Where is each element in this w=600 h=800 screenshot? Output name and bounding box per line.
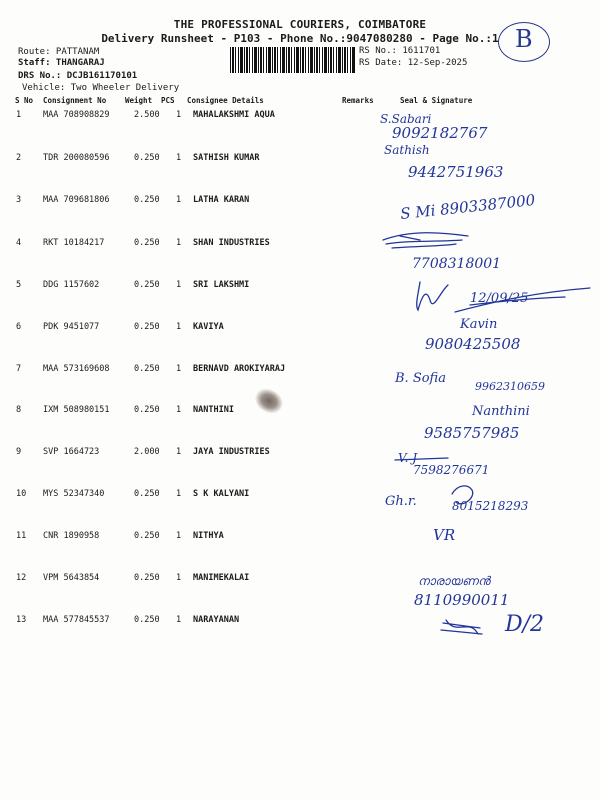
company-title: THE PROFESSIONAL COURIERS, COIMBATORE bbox=[173, 18, 427, 31]
signature-row10-name: Gh.r. bbox=[385, 494, 417, 509]
signature-row10-phone: 8015218293 bbox=[452, 499, 529, 513]
scribble-signature-row5 bbox=[417, 282, 448, 310]
row-sno: 6 bbox=[16, 322, 22, 332]
col-sno: S No bbox=[15, 96, 34, 105]
signature-row9-name: V. J bbox=[398, 451, 418, 465]
row-consignee: KAVIYA bbox=[193, 322, 224, 332]
row-sno: 12 bbox=[16, 573, 27, 583]
row-weight: 0.250 bbox=[134, 489, 160, 499]
row-consignment: RKT 10184217 bbox=[43, 238, 105, 248]
signature-row6-date: 12/09/25 bbox=[470, 291, 529, 306]
row-sno: 9 bbox=[16, 447, 22, 457]
row-sno: 2 bbox=[16, 153, 22, 163]
row-sno: 13 bbox=[16, 615, 27, 625]
signature-row2-name: Sathish bbox=[384, 143, 430, 157]
row-sno: 8 bbox=[16, 405, 22, 415]
row-weight: 2.500 bbox=[134, 110, 160, 120]
row-weight: 0.250 bbox=[134, 322, 160, 332]
row-weight: 0.250 bbox=[134, 364, 160, 374]
row-sno: 4 bbox=[16, 238, 22, 248]
scribble-signature-row13 bbox=[441, 620, 482, 634]
signature-row6-name: Kavin bbox=[460, 317, 498, 332]
scribble-signature-row10 bbox=[452, 486, 473, 504]
col-seal-signature: Seal & Signature bbox=[400, 96, 473, 105]
col-weight: Weight bbox=[125, 96, 153, 105]
vehicle-label: Vehicle: Two Wheeler Delivery bbox=[22, 83, 180, 93]
row-consignee: LATHA KARAN bbox=[193, 195, 250, 205]
strike-line-row6 bbox=[455, 288, 590, 312]
row-consignment: MAA 709681806 bbox=[43, 195, 110, 205]
signature-row11-initials: VR bbox=[433, 526, 456, 544]
row-consignee: BERNAVD AROKIYARAJ bbox=[193, 364, 286, 374]
row-sno: 10 bbox=[16, 489, 27, 499]
row-sno: 3 bbox=[16, 195, 22, 205]
strike-line-row9 bbox=[395, 458, 448, 460]
row-sno: 11 bbox=[16, 531, 27, 541]
row-weight: 0.250 bbox=[134, 573, 160, 583]
row-pcs: 1 bbox=[176, 573, 182, 583]
col-pcs: PCS bbox=[161, 96, 175, 105]
row-consignment: SVP 1664723 bbox=[43, 447, 100, 457]
signature-row6-phone: 9080425508 bbox=[425, 335, 521, 353]
signature-row12-name: നാരായണൻ bbox=[418, 574, 490, 588]
row-sno: 5 bbox=[16, 280, 22, 290]
row-weight: 0.250 bbox=[134, 615, 160, 625]
route-label: Route: PATTANAM bbox=[18, 47, 100, 57]
signature-row5-phone: 7708318001 bbox=[412, 256, 502, 272]
row-consignee: NARAYANAN bbox=[193, 615, 240, 625]
signature-row12-phone: 8110990011 bbox=[414, 591, 510, 609]
row-consignment: MAA 577845537 bbox=[43, 615, 110, 625]
row-pcs: 1 bbox=[176, 615, 182, 625]
drs-number: DRS No.: DCJB161170101 bbox=[18, 71, 138, 81]
row-weight: 0.250 bbox=[134, 195, 160, 205]
row-consignee: S K KALYANI bbox=[193, 489, 250, 499]
row-weight: 0.250 bbox=[134, 153, 160, 163]
row-consignee: SATHISH KUMAR bbox=[193, 153, 260, 163]
row-weight: 2.000 bbox=[134, 447, 160, 457]
circled-letter: B bbox=[515, 25, 533, 53]
row-pcs: 1 bbox=[176, 238, 182, 248]
row-consignment: MAA 573169608 bbox=[43, 364, 110, 374]
row-consignee: MANIMEKALAI bbox=[193, 573, 250, 583]
row-consignment: DDG 1157602 bbox=[43, 280, 100, 290]
signature-row8-phone: 9585757985 bbox=[424, 424, 520, 442]
signature-row7-name: B. Sofia bbox=[395, 371, 446, 386]
row-consignment: TDR 200080596 bbox=[43, 153, 110, 163]
signature-row3: S Mi 8903387000 bbox=[399, 190, 536, 224]
row-weight: 0.250 bbox=[134, 238, 160, 248]
row-consignee: NANTHINI bbox=[193, 405, 234, 415]
row-consignment: MYS 52347340 bbox=[43, 489, 105, 499]
row-consignee: SHAN INDUSTRIES bbox=[193, 238, 270, 248]
col-consignee: Consignee Details bbox=[187, 96, 264, 105]
row-consignment: VPM 5643854 bbox=[43, 573, 100, 583]
row-consignee: SRI LAKSHMI bbox=[193, 280, 250, 290]
row-pcs: 1 bbox=[176, 531, 182, 541]
row-pcs: 1 bbox=[176, 405, 182, 415]
signature-row1-phone: 9092182767 bbox=[392, 124, 488, 142]
signature-row1-name: S.Sabari bbox=[380, 112, 432, 126]
row-pcs: 1 bbox=[176, 280, 182, 290]
row-pcs: 1 bbox=[176, 195, 182, 205]
row-sno: 1 bbox=[16, 110, 22, 120]
row-pcs: 1 bbox=[176, 489, 182, 499]
col-consignment: Consignment No bbox=[43, 96, 107, 105]
row-consignee: MAHALAKSHMI AQUA bbox=[193, 110, 275, 120]
signature-row2-phone: 9442751963 bbox=[408, 163, 504, 181]
row-pcs: 1 bbox=[176, 447, 182, 457]
row-consignment: CNR 1890958 bbox=[43, 531, 100, 541]
row-weight: 0.250 bbox=[134, 280, 160, 290]
row-consignment: MAA 708908829 bbox=[43, 110, 110, 120]
row-pcs: 1 bbox=[176, 110, 182, 120]
row-pcs: 1 bbox=[176, 322, 182, 332]
row-sno: 7 bbox=[16, 364, 22, 374]
col-remarks: Remarks bbox=[342, 96, 374, 105]
row-consignment: IXM 508980151 bbox=[43, 405, 110, 415]
row-consignee: NITHYA bbox=[193, 531, 224, 541]
scribble-signature-row4 bbox=[383, 233, 468, 248]
row-pcs: 1 bbox=[176, 153, 182, 163]
rs-date: RS Date: 12-Sep-2025 bbox=[359, 58, 468, 68]
row-weight: 0.250 bbox=[134, 405, 160, 415]
row-consignment: PDK 9451077 bbox=[43, 322, 100, 332]
row-weight: 0.250 bbox=[134, 531, 160, 541]
rs-number: RS No.: 1611701 bbox=[359, 46, 441, 56]
signature-row13-note: D/2 bbox=[505, 612, 545, 637]
signature-row9-phone: 7598276671 bbox=[413, 463, 490, 477]
staff-label: Staff: THANGARAJ bbox=[18, 58, 105, 68]
signature-row7-phone: 9962310659 bbox=[475, 380, 545, 393]
runsheet-subtitle: Delivery Runsheet - P103 - Phone No.:9047080280 - Page No.:1 bbox=[101, 32, 499, 45]
signature-row8-name: Nanthini bbox=[472, 404, 530, 419]
row-pcs: 1 bbox=[176, 364, 182, 374]
row-consignee: JAYA INDUSTRIES bbox=[193, 447, 270, 457]
